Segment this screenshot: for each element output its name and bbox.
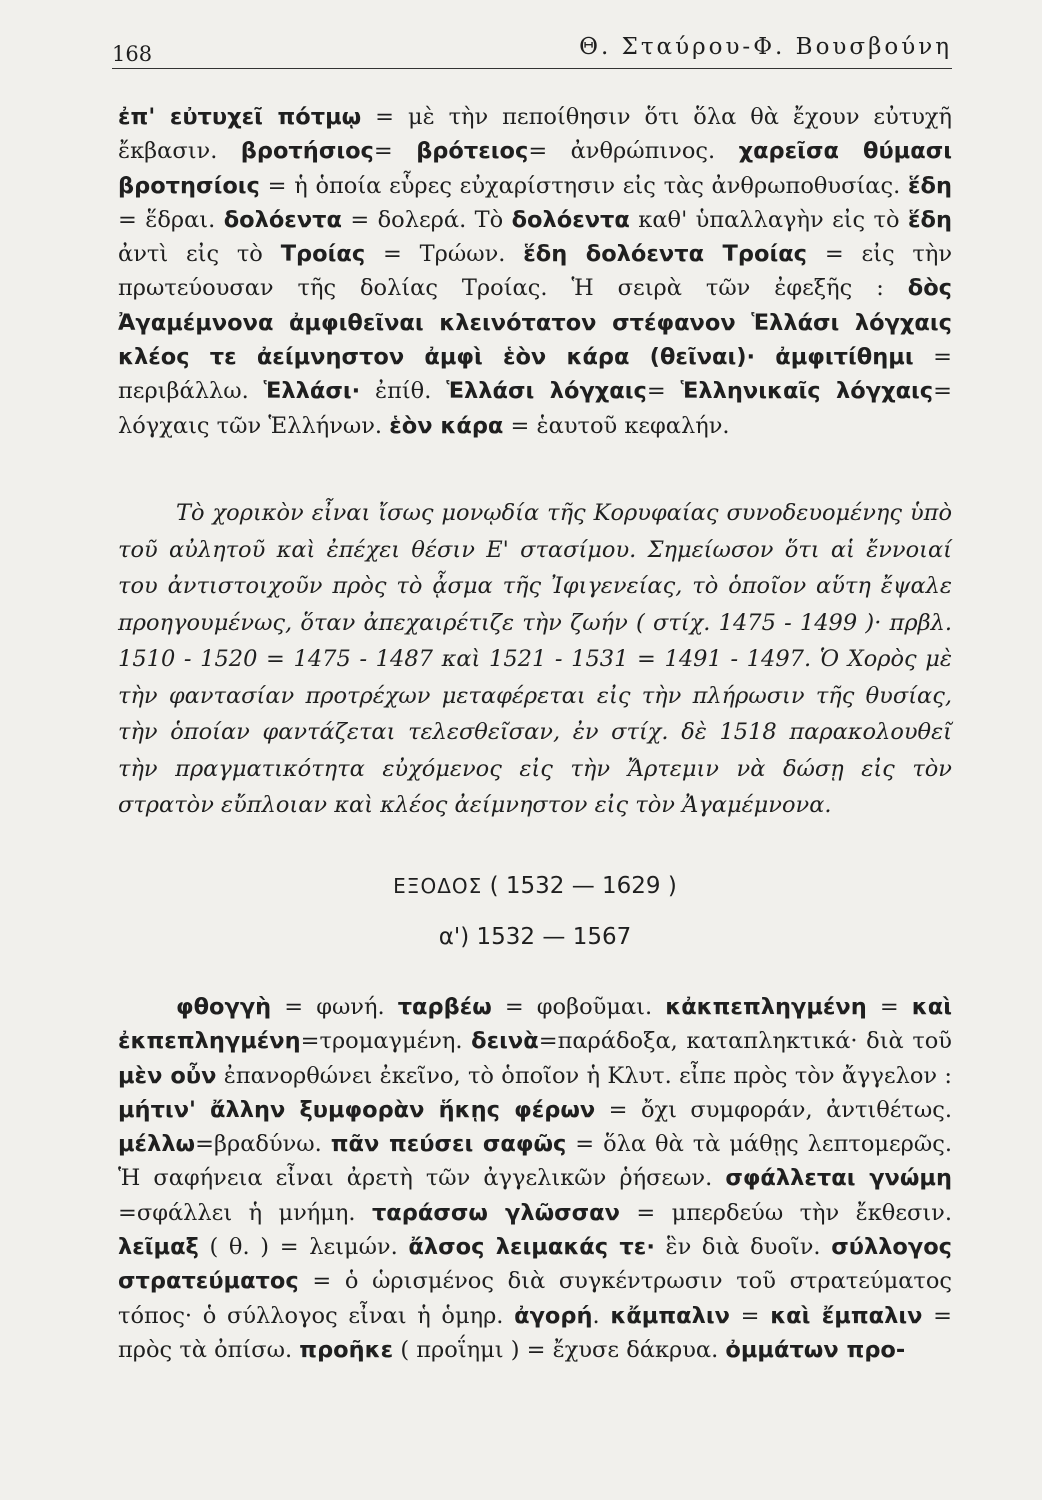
lemma-term: ταρβέω — [397, 994, 492, 1020]
lemma-term: ἐπ' εὐτυχεῖ πότμῳ — [118, 104, 362, 130]
lemma-term: Τροίας — [280, 241, 366, 268]
gloss-text: . — [592, 1302, 611, 1329]
gloss-text: = μπερδεύω τὴν ἔκθεσιν. — [619, 1199, 952, 1226]
gloss-text: = ὅλα θὰ τὰ μάθῃς λεπτομερῶς. Ἡ σαφήνεια εἶναι ἀρετὴ τῶν ἀγγελικῶν ῥήσεων. — [118, 1131, 952, 1192]
section-title-label: ΕΞΟΔΟΣ — [393, 874, 483, 898]
lemma-term: χαρεῖσα θύμασι βροτησίοις — [118, 138, 952, 199]
lemma-term: Ἑλληνικαῖς λόγχαις — [680, 378, 934, 405]
gloss-text: =βραδύνω. — [195, 1131, 331, 1158]
gloss-text: = εἰς τὴν πρωτεύουσαν τῆς δολίας Τροίας. Ἡ σειρὰ τῶν ἐφεξῆς : — [118, 241, 953, 302]
lemma-term: ἄλσος λειμακάς τε· — [408, 1234, 655, 1261]
lemma-term: μὲν οὖν — [118, 1062, 217, 1089]
gloss-text: ἐπανορθώνει ἐκεῖνο, τὸ ὁποῖον ἡ Κλυτ. εἶπε πρὸς τὸν ἄγγελον : — [216, 1062, 952, 1089]
lemma-term: προῆκε — [299, 1336, 394, 1363]
lemma-term: ταράσσω γλῶσσαν — [371, 1199, 620, 1226]
lemma-term: ἀγορή — [514, 1302, 593, 1329]
gloss-text: = πρὸς τὰ ὀπίσω. — [118, 1302, 952, 1363]
gloss-text: καθ' ὑπαλλαγὴν εἰς τὸ — [629, 206, 908, 233]
lemma-term: λεῖμαξ — [118, 1234, 199, 1261]
lemma-term: σφάλλεται γνώμη — [725, 1165, 952, 1192]
lemma-term: φθογγὴ — [176, 994, 272, 1020]
gloss-text: = — [646, 378, 681, 405]
commentary-paragraph-2 — [118, 990, 952, 1367]
lemma-term: κἀκπεπληγμένη — [665, 994, 867, 1020]
gloss-text: = — [729, 1302, 771, 1329]
gloss-text: =σφάλλει ἡ μνήμη. — [118, 1199, 372, 1226]
gloss-text: ( προΐημι ) = ἔχυσε δάκρυα. — [393, 1336, 726, 1363]
lemma-term: βροτήσιος — [240, 138, 374, 165]
lemma-term: πᾶν πεύσει σαφῶς — [330, 1131, 567, 1158]
section-subtitle: α') 1532 — 1567 — [438, 924, 632, 950]
commentary-paragraph-1 — [118, 100, 952, 443]
lemma-term: Ἑλλάσι· — [263, 378, 361, 405]
gloss-text: = ἑαυτοῦ κεφαλήν. — [503, 412, 730, 439]
gloss-text: = ὄχι συμφοράν, ἀντιθέτως. — [595, 1096, 952, 1123]
page-header — [112, 28, 952, 69]
note-paragraph: Τὸ χορικὸν εἶναι ἴσως μονῳδία τῆς Κορυφαίας συνοδευομένης ὑπὸ τοῦ αὐλητοῦ καὶ ἐπέχει θέσιν Ε' στασίμου. Σημείωσον ὅτι αἱ ἔννοιαί του ἀντιστοιχοῦν πρὸς τὸ ᾆσμα τῆς Ἰφιγενείας, τὸ ὁποῖον αὕτη ἔψαλε προηγουμένως, ὅταν ἀπεχαιρέτιζε τὴν ζωήν ( στίχ. 1475 - 1499 )· πρβλ. 1510 - 1520 = 1475 - 1487 καὶ 1521 - 1531 = 1491 - 1497. Ὁ Χορὸς μὲ τὴν φαντασίαν προτρέχων μεταφέρεται εἰς τὴν πλήρωσιν τῆς θυσίας, τὴν ὁποίαν φαντάζεται τελεσθεῖσαν, ἐν στίχ. δὲ 1518 παρακολουθεῖ τὴν πραγματικότητα εὐχόμενος εἰς τὴν Ἄρτεμιν νὰ δώσῃ εἰς τὸν στρατὸν εὔπλοιαν καὶ κλέος ἀείμνηστον εἰς τὸν Ἀγαμέμνονα. — [118, 500, 952, 818]
lemma-term: βρότειος — [416, 138, 529, 165]
gloss-text: = ὁ ὡρισμένος διὰ συγκέντρωσιν τοῦ στρατεύματος τόπος· ὁ σύλλογος εἶναι ἡ ὁμηρ. — [118, 1268, 952, 1329]
gloss-text: = δολερά. Τὸ — [341, 206, 512, 233]
gloss-text: = — [373, 138, 417, 165]
running-head: Θ. Σταύρου-Φ. Βουσβούνη — [579, 34, 952, 60]
gloss-text: ἓν διὰ δυοῖν. — [654, 1234, 832, 1261]
gloss-text: =τρομαγμένη. — [300, 1028, 472, 1055]
lemma-term: ἑὸν κάρα — [389, 412, 504, 439]
section-title — [118, 873, 952, 899]
page-number: 168 — [112, 42, 153, 66]
gloss-text: ἐπίθ. — [360, 378, 447, 405]
lemma-term: δεινὰ — [471, 1028, 539, 1055]
gloss-text: = λόγχαις τῶν Ἑλλήνων. — [118, 378, 953, 439]
gloss-text: = περιβάλλω. — [118, 344, 952, 405]
lemma-term: ἕδη δολόεντα Τροίας — [523, 241, 808, 268]
gloss-text: = φωνή. — [271, 994, 398, 1020]
section-range: ( 1532 — 1629 ) — [489, 873, 677, 899]
lemma-term: μήτιν' ἄλλην ξυμφορὰν ἥκῃς φέρων — [118, 1096, 596, 1123]
gloss-text: =παράδοξα, καταπληκτικά· διὰ τοῦ — [538, 1028, 952, 1055]
lemma-term: σύλλογος στρατεύματος — [118, 1234, 953, 1295]
lemma-term: ὀμμάτων προ- — [725, 1336, 906, 1363]
gloss-text: = ἀνθρώπινος. — [528, 138, 739, 165]
lemma-term: μέλλω — [118, 1131, 196, 1158]
gloss-text: ἀντὶ εἰς τὸ — [118, 241, 281, 268]
lemma-term: ἕδη — [907, 172, 952, 199]
lemma-term: κἄμπαλιν — [610, 1302, 730, 1329]
gloss-text: = φοβοῦμαι. — [491, 994, 666, 1020]
gloss-text: = — [866, 994, 912, 1020]
lemma-term: δολόεντα — [511, 206, 630, 233]
gloss-text: = ἡ ὁποία εὗρες εὐχαρίστησιν εἰς τὰς ἀνθρωποθυσίας. — [259, 172, 908, 199]
gloss-text: = ἕδραι. — [118, 206, 224, 233]
gloss-text: = Τρώων. — [365, 241, 524, 268]
lemma-term: καὶ ἐκπεπληγμένη — [118, 994, 952, 1055]
gloss-text: ( θ. ) = λειμών. — [198, 1234, 409, 1261]
lemma-term: ἕδη — [907, 206, 952, 233]
lemma-term: καὶ ἔμπαλιν — [770, 1302, 923, 1329]
gloss-text: = μὲ τὴν πεποίθησιν ὅτι ὅλα θὰ ἔχουν εὐτυχῆ ἔκβασιν. — [118, 104, 953, 165]
lemma-term: δὸς Ἀγαμέμνονα ἀμφιθεῖναι κλεινότατον στέφανον Ἑλλάσι λόγχαις κλέος τε ἀείμνηστον ἀμφὶ ἑὸν κάρα (θεῖναι)· ἀμφιτίθημι — [118, 275, 952, 371]
lemma-term: δολόεντα — [223, 206, 342, 233]
lemma-term: Ἑλλάσι λόγχαις — [446, 378, 647, 405]
